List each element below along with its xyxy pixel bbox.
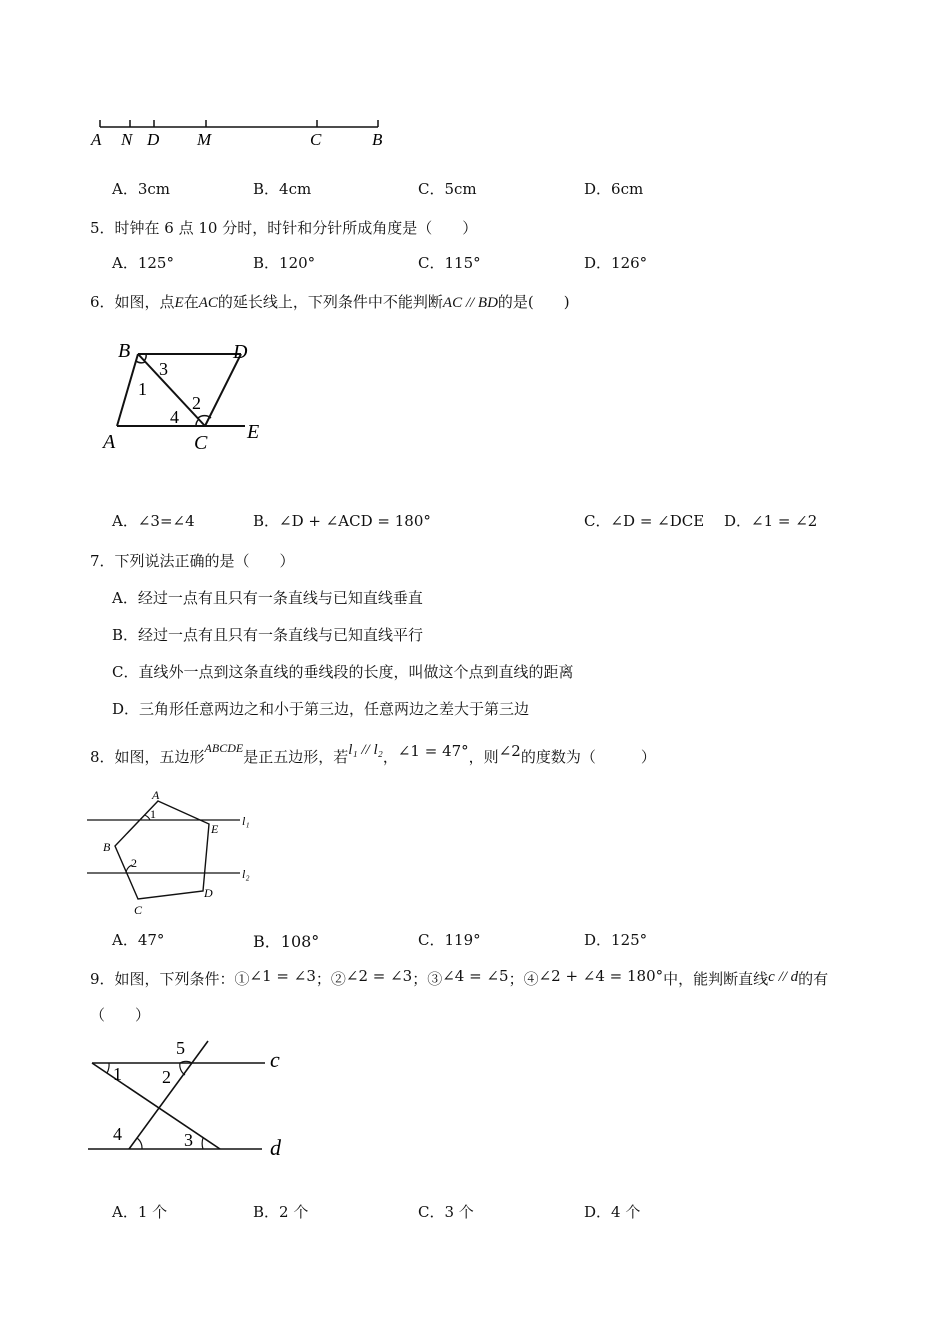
q4-option-d[interactable]: D．6cm (584, 180, 644, 198)
q9-stem-b: 中，能判断直线 (663, 970, 769, 988)
q9-option-d[interactable]: D．4 个 (584, 1203, 641, 1221)
vertex-label-D: D (204, 886, 213, 900)
q6-stem-a: 6．如图，点 (90, 293, 175, 311)
q8-stem-d: 的度数为（ ） (520, 748, 656, 766)
q8-stem-a: 8．如图，五边形 (90, 748, 205, 766)
angle-label-3: 3 (184, 1130, 193, 1150)
q6-stem-b: 在 (183, 293, 199, 311)
point-label-B: B (372, 130, 383, 149)
q9-condition-2: ∠2 = ∠3 (345, 967, 413, 985)
q8-angle1: ∠1 = 47° (397, 742, 469, 760)
angle-label-1: 1 (138, 379, 147, 399)
q6-segment-ac: AC (198, 295, 218, 311)
point-label-M: M (197, 130, 212, 149)
angle-label-1: 1 (150, 807, 156, 821)
angle-label-1: 1 (113, 1064, 122, 1084)
vertex-label-D: D (233, 341, 248, 363)
pentagon-figure (82, 785, 267, 920)
point-label-A: A (91, 130, 102, 149)
q9-option-c[interactable]: C．3 个 (418, 1203, 474, 1221)
q8-pentagon: ABCDE (204, 741, 244, 755)
q9-stem-a: 9．如图，下列条件：① (90, 970, 250, 988)
q8-option-c[interactable]: C．119° (418, 931, 481, 949)
vertex-label-C: C (134, 903, 143, 917)
q6-stem-d: 的是( ) (497, 293, 570, 311)
q9-stem (90, 968, 828, 989)
angle-label-2: 2 (192, 393, 201, 413)
q9-parallel: c // d (768, 969, 799, 985)
q4-option-a[interactable]: A．3cm (112, 180, 171, 198)
q7-option-d[interactable]: D．三角形任意两边之和小于第三边，任意两边之差大于第三边 (112, 700, 530, 718)
q5-stem: 5．时钟在 6 点 10 分时，时针和分针所成角度是（ ） (90, 219, 478, 237)
q9-sep-2: ；③ (412, 970, 443, 988)
q6-option-a[interactable]: A．∠3=∠4 (112, 512, 195, 530)
angle-label-3: 3 (159, 359, 168, 379)
q4-option-b[interactable]: B．4cm (253, 180, 312, 198)
q6-option-b[interactable]: B．∠D + ∠ACD = 180° (253, 512, 431, 530)
parallel-lines-figure (82, 1035, 297, 1165)
q9-condition-1: ∠1 = ∠3 (249, 967, 316, 985)
q8-option-d[interactable]: D．125° (584, 931, 648, 949)
q5-option-d[interactable]: D．126° (584, 254, 648, 272)
q6-stem (90, 291, 570, 312)
vertex-label-A: A (103, 431, 116, 453)
vertex-label-E: E (211, 822, 219, 836)
point-label-D: D (147, 130, 160, 149)
q7-stem: 7．下列说法正确的是（ ） (90, 552, 295, 570)
q9-sep-1: ；② (315, 970, 346, 988)
q6-option-d[interactable]: D．∠1 = ∠2 (724, 512, 818, 530)
q8-comma: ， (382, 748, 398, 766)
q6-parallel: AC // BD (442, 295, 498, 311)
vertex-label-E: E (247, 421, 260, 443)
q5-option-c[interactable]: C．115° (418, 254, 481, 272)
q5-option-b[interactable]: B．120° (253, 254, 316, 272)
q6-point-e: E (174, 295, 184, 311)
angle-label-2: 2 (162, 1067, 171, 1087)
angle-label-4: 4 (113, 1124, 122, 1144)
q9-option-a[interactable]: A．1 个 (112, 1203, 168, 1221)
point-label-C: C (310, 130, 322, 149)
q6-stem-c: 的延长线上，下列条件中不能判断 (217, 293, 443, 311)
q8-option-b[interactable]: B．108° (253, 932, 320, 951)
line-label-d: d (270, 1135, 281, 1160)
q5-option-a[interactable]: A．125° (112, 254, 174, 272)
q8-stem-c: ，则 (468, 748, 499, 766)
q9-condition-4: ∠2 + ∠4 = 180° (538, 967, 664, 985)
angle-label-2: 2 (131, 856, 137, 870)
q9-stem-c: 的有 (798, 970, 829, 988)
q8-stem (90, 741, 656, 767)
q8-stem-b: 是正五边形，若 (243, 748, 349, 766)
line-segment-figure (85, 115, 395, 155)
line-label-l2: l₂ (242, 867, 250, 881)
vertex-label-A: A (152, 788, 160, 802)
q4-option-c[interactable]: C．5cm (418, 180, 477, 198)
angle-label-5: 5 (176, 1038, 185, 1058)
q8-option-a[interactable]: A．47° (112, 931, 165, 949)
q8-parallel: l₁ // l₂ (348, 742, 383, 758)
line-label-c: c (270, 1047, 280, 1072)
q7-option-a[interactable]: A．经过一点有且只有一条直线与已知直线垂直 (112, 589, 423, 607)
line-label-l1: l₁ (242, 814, 250, 828)
q9-condition-3: ∠4 = ∠5 (442, 967, 509, 985)
parallelogram-figure (95, 335, 280, 460)
angle-label-4: 4 (170, 407, 179, 427)
q6-option-c[interactable]: C．∠D = ∠DCE (584, 512, 705, 530)
vertex-label-B: B (103, 840, 111, 854)
q7-option-b[interactable]: B．经过一点有且只有一条直线与已知直线平行 (112, 626, 424, 644)
q7-option-c[interactable]: C．直线外一点到这条直线的垂线段的长度，叫做这个点到直线的距离 (112, 663, 574, 681)
q8-angle2: ∠2 (498, 742, 521, 760)
vertex-label-C: C (194, 432, 208, 454)
q9-sep-3: ；④ (508, 970, 539, 988)
vertex-label-B: B (118, 340, 131, 362)
q9-answer-paren: （ ） (90, 1006, 151, 1024)
point-label-N: N (121, 130, 133, 149)
q9-option-b[interactable]: B．2 个 (253, 1203, 309, 1221)
